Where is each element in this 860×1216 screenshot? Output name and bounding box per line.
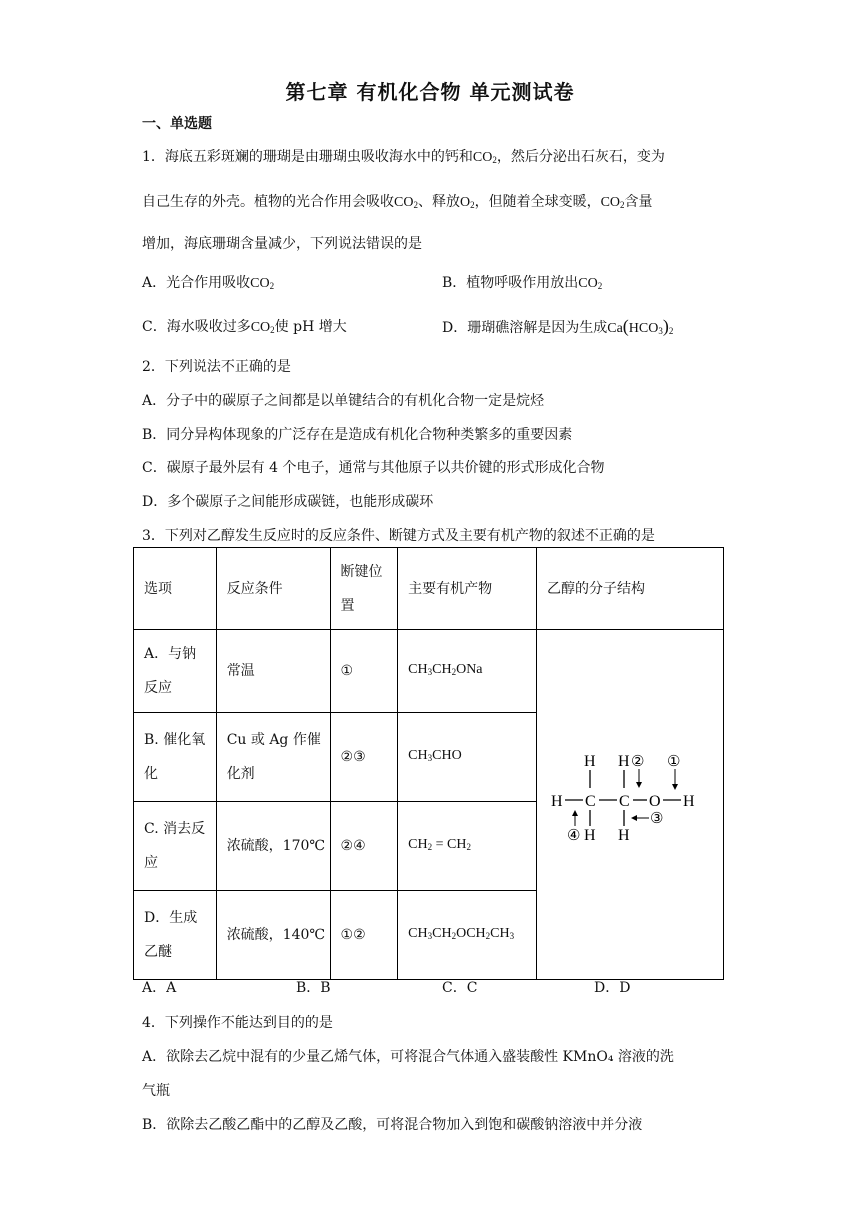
q3-stem: 3．下列对乙醇发生反应时的反应条件、断键方式及主要有机产物的叙述不正确的是 bbox=[142, 528, 655, 544]
q1-line-2: 自己生存的外壳。植物的光合作用会吸收$CO_2$、释放$O_2$，但随着全球变暖，$CO_2$含量 bbox=[142, 194, 653, 210]
atom-h-top-1: H bbox=[583, 753, 596, 770]
q2-option-b[interactable]: B．同分异构体现象的广泛存在是造成有机化合物种类繁多的重要因素 bbox=[142, 427, 573, 443]
q3-table bbox=[133, 547, 724, 980]
q4-option-a[interactable]: A．欲除去乙烷中混有的少量乙烯气体，可将混合气体通入盛装酸性 KMnO₄ 溶液的洗 bbox=[142, 1049, 674, 1065]
q2-option-a[interactable]: A．分子中的碳原子之间都是以单键结合的有机化合物一定是烷烃 bbox=[142, 393, 545, 409]
q1-option-a[interactable]: A．光合作用吸收$CO_2$ bbox=[142, 275, 275, 291]
q2-option-d[interactable]: D．多个碳原子之间能形成碳链，也能形成碳环 bbox=[142, 494, 434, 510]
q4-option-b[interactable]: B．欲除去乙酸乙酯中的乙醇及乙酸，可将混合物加入到饱和碳酸钠溶液中并分液 bbox=[142, 1117, 643, 1133]
header-product: 主要有机产物 bbox=[398, 548, 537, 630]
bond-label-4: ④ bbox=[566, 828, 581, 844]
atom-c1: C bbox=[584, 793, 596, 810]
atom-c2: C bbox=[618, 793, 630, 810]
table-row: C. 消去反应 浓硫酸，170℃ ②④ $CH_2 = CH_2$ bbox=[134, 801, 724, 890]
bond-label-3: ③ bbox=[649, 811, 664, 827]
q4-stem: 4．下列操作不能达到目的的是 bbox=[142, 1015, 333, 1031]
atom-h-bottom-1: H bbox=[583, 827, 596, 844]
header-bond: 断键位置 bbox=[330, 548, 398, 630]
q1-option-b[interactable]: B．植物呼吸作用放出$CO_2$ bbox=[442, 275, 603, 291]
section-heading: 一、单选题 bbox=[142, 116, 212, 132]
q1-option-d[interactable]: D．珊瑚礁溶解是因为生成$Ca(HCO_3)_2$ bbox=[442, 316, 674, 336]
header-option: 选项 bbox=[134, 548, 217, 630]
atom-h-right: H bbox=[682, 793, 695, 810]
q1-option-c[interactable]: C．海水吸收过多$CO_2$使 pH 增大 bbox=[142, 319, 347, 335]
header-structure: 乙醇的分子结构 bbox=[536, 548, 723, 630]
q3-answer-b[interactable]: B．B bbox=[296, 980, 331, 996]
bond-label-1: ① bbox=[666, 754, 681, 770]
q1-line-1: 1．海底五彩斑斓的珊瑚是由珊瑚虫吸收海水中的钙和$CO_2$，然后分泌出石灰石，变为 bbox=[142, 149, 665, 165]
table-row: B. 催化氧化 Cu 或 Ag 作催化剂 ②③ $CH_3CHO$ bbox=[134, 712, 724, 801]
page-title: 第七章 有机化合物 单元测试卷 bbox=[285, 80, 575, 104]
atom-h-bottom-2: H bbox=[617, 827, 630, 844]
atom-h-left: H bbox=[550, 793, 563, 810]
arrow-head bbox=[631, 815, 637, 821]
q3-answer-d[interactable]: D．D bbox=[594, 980, 631, 996]
q3-answer-a[interactable]: A．A bbox=[142, 980, 177, 996]
table-row: D．生成乙醚 浓硫酸，140℃ ①② $CH_3CH_2OCH_2CH_3$ bbox=[134, 890, 724, 979]
q2-stem: 2．下列说法不正确的是 bbox=[142, 359, 291, 375]
q4-option-a-cont: 气瓶 bbox=[142, 1083, 170, 1099]
bond-label-2: ② bbox=[630, 754, 645, 770]
q2-option-c[interactable]: C．碳原子最外层有 4 个电子，通常与其他原子以共价键的形式形成化合物 bbox=[142, 460, 605, 476]
atom-o: O bbox=[648, 793, 661, 810]
table-header-row bbox=[134, 548, 724, 630]
table-row: A．与钠反应 常温 ① $CH_3CH_2ONa$ H C C O H H H H H ② ① ③ ④ bbox=[134, 630, 724, 713]
ethanol-structure-diagram bbox=[537, 630, 723, 966]
q1-line-3: 增加，海底珊瑚含量减少，下列说法错误的是 bbox=[142, 236, 422, 252]
arrow-head bbox=[672, 784, 678, 790]
atom-h-top-2: H bbox=[617, 753, 630, 770]
header-condition: 反应条件 bbox=[216, 548, 330, 630]
q3-answer-c[interactable]: C．C bbox=[442, 980, 478, 996]
arrow-head bbox=[636, 782, 642, 788]
ethanol-structure-cell bbox=[536, 630, 723, 980]
arrow-head bbox=[572, 810, 578, 816]
